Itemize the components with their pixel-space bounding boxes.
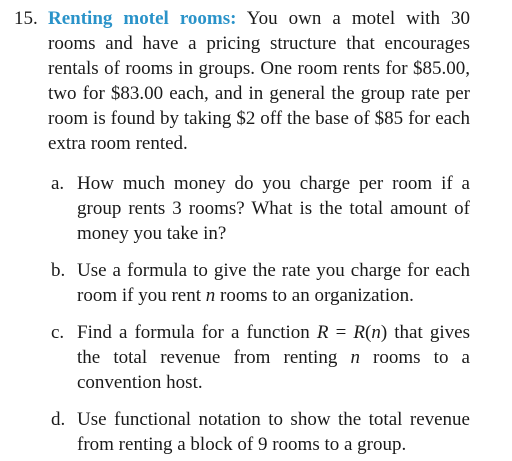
part-d [14, 407, 470, 457]
part-text: How much money do you charge per room if a group rents 3 rooms? What is the total amount of money you take in? [77, 173, 470, 244]
part-text: Use functional notation to show the total revenue from renting a block of 9 rooms to a group. [77, 409, 470, 455]
part-text: rooms to an organization. [215, 285, 414, 306]
part-text: Find a formula for a function [77, 322, 317, 343]
part-letter: a. [51, 173, 65, 194]
problem-statement [14, 6, 470, 156]
part-c [14, 320, 470, 395]
part-letter: c. [51, 322, 65, 343]
problem-parts [14, 171, 470, 457]
math-variable-n: n [205, 285, 216, 306]
math-variable-r: R [353, 322, 366, 343]
part-text: Use a formula to give the rate you charge for each room if you rent [77, 260, 470, 306]
math-paren-open: ( [365, 322, 372, 343]
math-variable-n: n [350, 347, 360, 368]
math-variable-n: n [371, 322, 381, 343]
part-letter: b. [51, 260, 66, 281]
part-text: rooms to a convention host. [77, 347, 470, 393]
part-a [14, 171, 470, 246]
problem-number: 15. [14, 8, 38, 29]
part-b [14, 258, 470, 308]
math-equals: = [328, 322, 354, 343]
problem-15 [14, 6, 470, 457]
part-letter: d. [51, 409, 66, 430]
problem-title: Renting motel rooms: [48, 8, 237, 29]
problem-text: You own a motel with 30 rooms and have a pricing structure that encourages rentals of rooms in groups. One room rents for $85.00, two for $83.00 each, and in general the group rate per room is found by taking $2 off the base of $85 for each extra room rented. [48, 8, 470, 154]
math-variable-r: R [316, 322, 329, 343]
part-text: ) that gives the total revenue from renting [77, 322, 470, 368]
